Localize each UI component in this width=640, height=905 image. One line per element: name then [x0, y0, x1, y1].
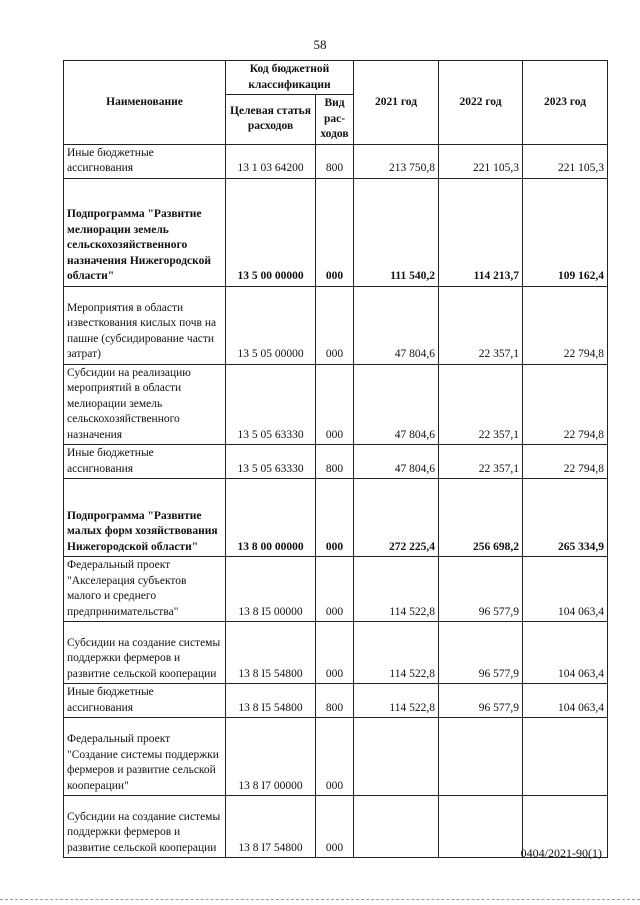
row-2023-cell: 104 063,4: [523, 557, 608, 622]
row-2023-cell: 22 794,8: [523, 445, 608, 479]
header-code-group: Код бюджетной классификации: [226, 61, 354, 95]
row-target-article-cell: 13 8 I7 54800: [226, 796, 316, 858]
row-2023-cell: 104 063,4: [523, 622, 608, 684]
budget-table: [63, 60, 608, 858]
table-row: [64, 445, 608, 479]
row-target-article-cell: 13 1 03 64200: [226, 144, 316, 178]
header-name: Наименование: [64, 61, 226, 145]
row-2023-cell: 265 334,9: [523, 479, 608, 557]
row-expense-type-cell: 000: [316, 479, 354, 557]
row-target-article-cell: 13 8 00 00000: [226, 479, 316, 557]
row-expense-type-cell: 000: [316, 178, 354, 286]
table-body: [64, 144, 608, 858]
row-name-cell: Субсидии на создание системы поддержки фермеров и развитие сельской кооперации: [64, 622, 226, 684]
row-target-article-cell: 13 8 I5 54800: [226, 622, 316, 684]
row-2021-cell: 213 750,8: [354, 144, 439, 178]
row-expense-type-cell: 800: [316, 684, 354, 718]
row-expense-type-cell: 800: [316, 445, 354, 479]
row-target-article-cell: 13 8 I5 54800: [226, 684, 316, 718]
row-2022-cell: 96 577,9: [439, 557, 523, 622]
row-expense-type-cell: 000: [316, 718, 354, 796]
row-2022-cell: [439, 718, 523, 796]
row-2023-cell: 109 162,4: [523, 178, 608, 286]
row-name-cell: Иные бюджетные ассигнования: [64, 144, 226, 178]
table-row: [64, 684, 608, 718]
header-year-2021: 2021 год: [354, 61, 439, 145]
row-target-article-cell: 13 5 05 63330: [226, 364, 316, 445]
header-target-article: Целевая статья расходов: [226, 95, 316, 145]
table-row: [64, 178, 608, 286]
header-year-2023: 2023 год: [523, 61, 608, 145]
row-2021-cell: 47 804,6: [354, 286, 439, 364]
row-2022-cell: 256 698,2: [439, 479, 523, 557]
page-number: 58: [313, 37, 327, 52]
row-2022-cell: 96 577,9: [439, 684, 523, 718]
row-target-article-cell: 13 5 00 00000: [226, 178, 316, 286]
row-2021-cell: 272 225,4: [354, 479, 439, 557]
row-2021-cell: 47 804,6: [354, 364, 439, 445]
row-2022-cell: 22 357,1: [439, 364, 523, 445]
row-expense-type-cell: 800: [316, 144, 354, 178]
header-row-top: [64, 61, 608, 95]
document-code: 0404/2021-90(1): [520, 846, 602, 860]
row-name-cell: Федеральный проект "Создание системы поддержки фермеров и развитие сельской кооперации": [64, 718, 226, 796]
table-row: [64, 479, 608, 557]
row-expense-type-cell: 000: [316, 796, 354, 858]
row-2022-cell: 114 213,7: [439, 178, 523, 286]
row-2021-cell: 114 522,8: [354, 684, 439, 718]
row-2021-cell: [354, 796, 439, 858]
row-2023-cell: 104 063,4: [523, 684, 608, 718]
row-target-article-cell: 13 5 05 00000: [226, 286, 316, 364]
row-2021-cell: 114 522,8: [354, 622, 439, 684]
table-row: [64, 364, 608, 445]
row-name-cell: Федеральный проект "Акселерация субъектов малого и среднего предпринимательства": [64, 557, 226, 622]
table-row: [64, 557, 608, 622]
row-name-cell: Мероприятия в области известкования кислых почв на пашне (субсидирование части затрат): [64, 286, 226, 364]
row-2022-cell: 22 357,1: [439, 445, 523, 479]
row-target-article-cell: 13 5 05 63330: [226, 445, 316, 479]
table-row: [64, 286, 608, 364]
row-2023-cell: 221 105,3: [523, 144, 608, 178]
row-2022-cell: [439, 796, 523, 858]
row-target-article-cell: 13 8 I7 00000: [226, 718, 316, 796]
row-expense-type-cell: 000: [316, 557, 354, 622]
row-2021-cell: 111 540,2: [354, 178, 439, 286]
table-row: [64, 718, 608, 796]
row-name-cell: Подпрограмма "Развитие малых форм хозяйствования Нижегородской области": [64, 479, 226, 557]
row-name-cell: Иные бюджетные ассигнования: [64, 684, 226, 718]
row-expense-type-cell: 000: [316, 364, 354, 445]
row-2021-cell: [354, 718, 439, 796]
row-2023-cell: 22 794,8: [523, 364, 608, 445]
row-2021-cell: 47 804,6: [354, 445, 439, 479]
table-row: [64, 144, 608, 178]
row-name-cell: Иные бюджетные ассигнования: [64, 445, 226, 479]
row-expense-type-cell: 000: [316, 622, 354, 684]
row-expense-type-cell: 000: [316, 286, 354, 364]
row-2022-cell: 221 105,3: [439, 144, 523, 178]
scan-edge-divider: [0, 899, 640, 901]
row-2022-cell: 22 357,1: [439, 286, 523, 364]
row-2023-cell: 22 794,8: [523, 286, 608, 364]
header-expense-type: Вид рас-ходов: [316, 95, 354, 145]
row-2022-cell: 96 577,9: [439, 622, 523, 684]
row-name-cell: Субсидии на реализацию мероприятий в области мелиорации земель сельскохозяйственного назначения: [64, 364, 226, 445]
row-name-cell: Подпрограмма "Развитие мелиорации земель сельскохозяйственного назначения Нижегородской области": [64, 178, 226, 286]
table-row: [64, 622, 608, 684]
header-year-2022: 2022 год: [439, 61, 523, 145]
row-2021-cell: 114 522,8: [354, 557, 439, 622]
row-target-article-cell: 13 8 I5 00000: [226, 557, 316, 622]
row-2023-cell: [523, 718, 608, 796]
row-name-cell: Субсидии на создание системы поддержки фермеров и развитие сельской кооперации: [64, 796, 226, 858]
